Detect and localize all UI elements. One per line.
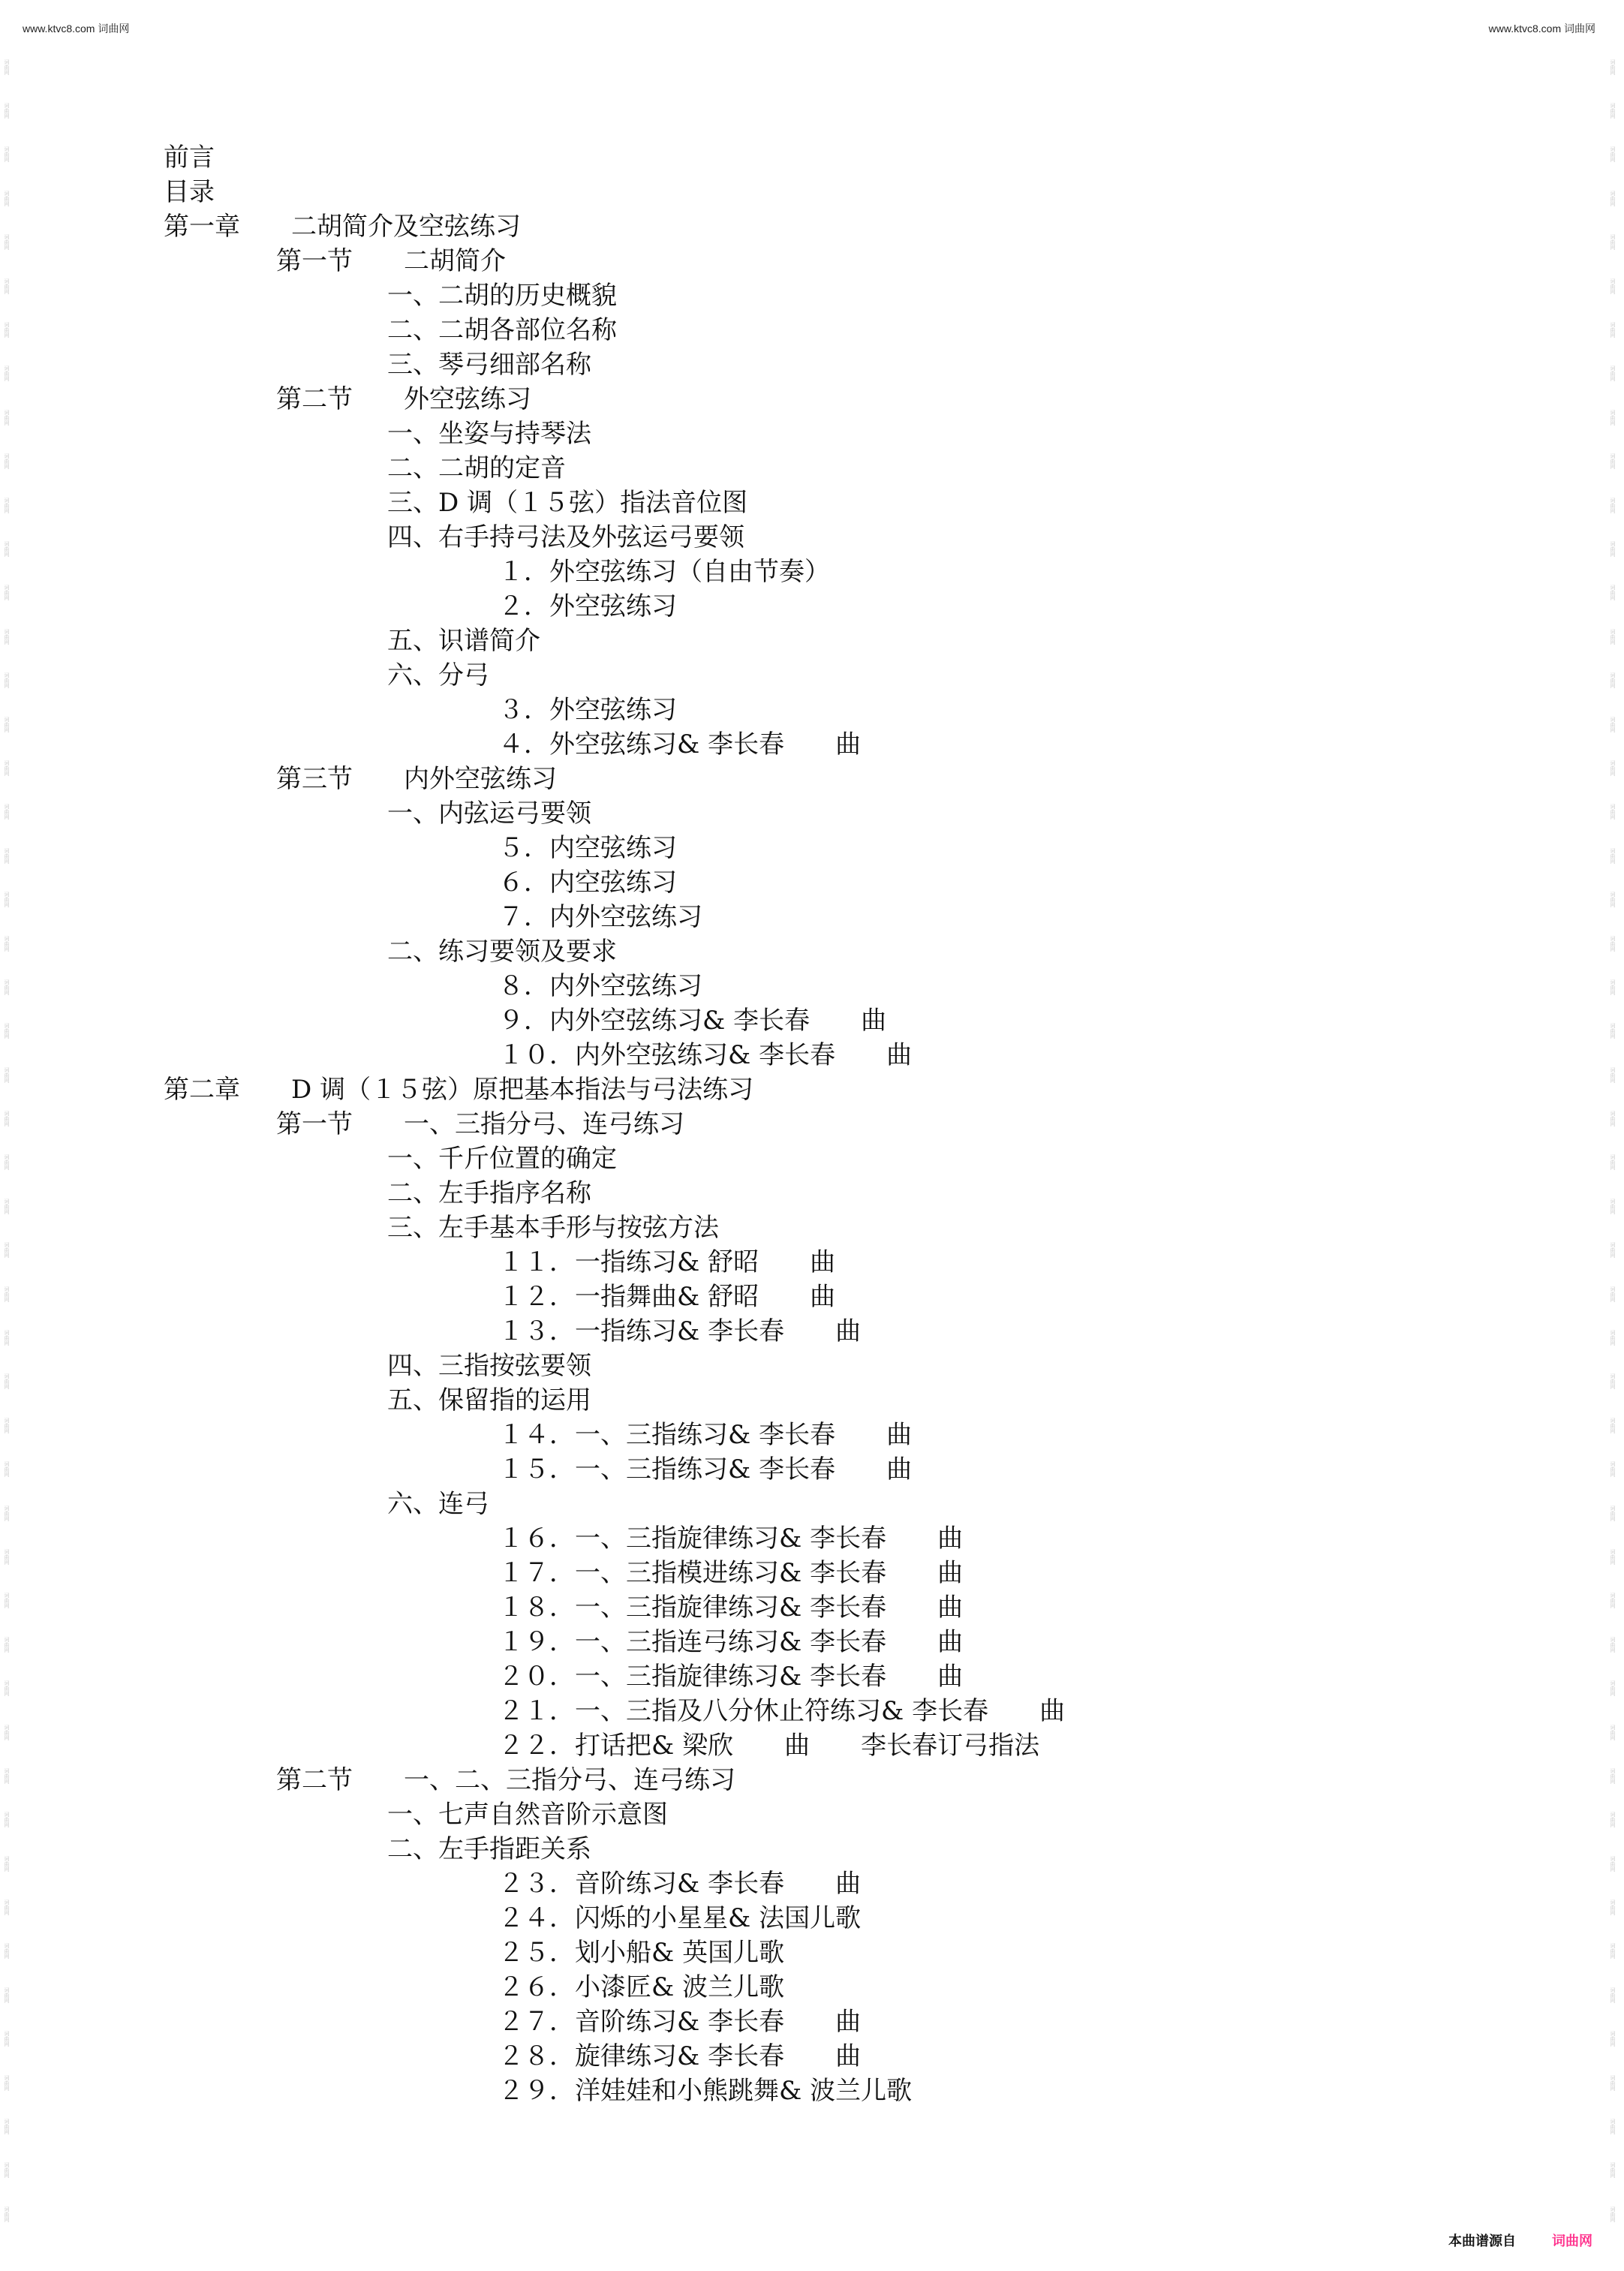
- footer: [1448, 2230, 1592, 2250]
- edge-watermark-text: 词曲网: [1610, 1593, 1616, 1609]
- edge-watermark-text: 词曲网: [4, 716, 10, 732]
- edge-watermark-text: 词曲网: [4, 1154, 10, 1171]
- toc-entry: 一、七声自然音阶示意图: [387, 1800, 668, 1830]
- toc-entry: ５．内空弦练习: [498, 833, 677, 863]
- edge-watermark-text: 词曲网: [1610, 1636, 1616, 1653]
- edge-watermark-text: 词曲网: [1610, 1812, 1616, 1828]
- edge-watermark-text: 词曲网: [4, 1242, 10, 1259]
- toc-entry: 二、练习要领及要求: [387, 937, 617, 967]
- header-left-site: www.ktvc8.com 词曲网: [23, 23, 130, 35]
- edge-watermark-text: 词曲网: [4, 1987, 10, 2003]
- toc-entry: ７．内外空弦练习: [498, 902, 702, 932]
- edge-watermark-text: 词曲网: [1610, 979, 1616, 995]
- edge-watermark-text: 词曲网: [4, 935, 10, 952]
- edge-watermark-text: 词曲网: [1610, 2206, 1616, 2222]
- edge-watermark-text: 词曲网: [1610, 1680, 1616, 1697]
- toc-entry: ２．外空弦练习: [498, 591, 677, 621]
- edge-watermark-text: 词曲网: [4, 1943, 10, 1960]
- edge-watermark-text: 词曲网: [1610, 1242, 1616, 1259]
- edge-watermark-text: 词曲网: [4, 453, 10, 470]
- edge-watermark-text: 词曲网: [1610, 1943, 1616, 1960]
- header-right-site: www.ktvc8.com 词曲网: [1488, 23, 1595, 35]
- toc-entry: 五、识谱简介: [387, 626, 540, 656]
- edge-watermark-text: 词曲网: [1610, 2162, 1616, 2179]
- edge-watermark-text: 词曲网: [4, 760, 10, 776]
- edge-watermark-text: 词曲网: [4, 1724, 10, 1740]
- toc-entry: ２１．一、三指及八分休止符练习& 李长春 曲: [498, 1696, 1066, 1726]
- edge-watermark-text: 词曲网: [1610, 1900, 1616, 1916]
- toc-entry: 一、内弦运弓要领: [387, 799, 591, 829]
- toc-entry: １．外空弦练习（自由节奏）: [498, 557, 830, 587]
- edge-watermark-text: 词曲网: [4, 409, 10, 426]
- edge-watermark-text: 词曲网: [1610, 2074, 1616, 2091]
- edge-watermark-text: 词曲网: [4, 2074, 10, 2091]
- edge-watermark-text: 词曲网: [1610, 540, 1616, 557]
- edge-watermark-text: 词曲网: [1610, 322, 1616, 338]
- toc-entry: ４．外空弦练习& 李长春 曲: [498, 729, 862, 760]
- edge-watermark-text: 词曲网: [4, 2031, 10, 2047]
- toc-entry: 第一章 二胡简介及空弦练习: [164, 212, 521, 242]
- edge-watermark-text: 词曲网: [1610, 1154, 1616, 1171]
- edge-watermark-text: 词曲网: [1610, 892, 1616, 908]
- edge-watermark-text: 词曲网: [4, 1198, 10, 1214]
- edge-watermark-text: 词曲网: [4, 2206, 10, 2222]
- left-edge-watermark: [2, 45, 12, 2236]
- edge-watermark-text: 词曲网: [1610, 1548, 1616, 1565]
- footer-site-name: 词曲网: [1552, 2233, 1592, 2249]
- edge-watermark-text: 词曲网: [1610, 1373, 1616, 1390]
- toc-entry: 三、琴弓细部名称: [387, 350, 591, 380]
- toc-entry: ２５．划小船& 英国儿歌: [498, 1938, 785, 1968]
- toc-entry: 四、三指按弦要领: [387, 1351, 591, 1381]
- edge-watermark-text: 词曲网: [4, 1767, 10, 1784]
- toc-entry: 第二章 D 调（１５弦）原把基本指法与弓法练习: [164, 1075, 754, 1105]
- toc-entry: 第二节 一、二、三指分弓、连弓练习: [276, 1765, 735, 1795]
- toc-entry: 三、左手基本手形与按弦方法: [387, 1213, 719, 1243]
- toc-entry: １５．一、三指练习& 李长春 曲: [498, 1454, 913, 1484]
- right-edge-watermark: [1607, 45, 1618, 2236]
- edge-watermark-text: 词曲网: [4, 1461, 10, 1478]
- edge-watermark-text: 词曲网: [1610, 1987, 1616, 2003]
- toc-entry: ２７．音阶练习& 李长春 曲: [498, 2007, 862, 2037]
- toc-entry: 三、D 调（１５弦）指法音位图: [387, 488, 748, 518]
- edge-watermark-text: 词曲网: [1610, 760, 1616, 776]
- edge-watermark-text: 词曲网: [1610, 1855, 1616, 1872]
- edge-watermark-text: 词曲网: [1610, 1505, 1616, 1521]
- toc-entry: ２６．小漆匠& 波兰儿歌: [498, 1972, 785, 2002]
- edge-watermark-text: 词曲网: [4, 1548, 10, 1565]
- toc-entry: ２２．打话把& 梁欣 曲 李长春订弓指法: [498, 1731, 1040, 1761]
- toc-entry: ２４．闪烁的小星星& 法国儿歌: [498, 1903, 862, 1933]
- edge-watermark-text: 词曲网: [1610, 716, 1616, 732]
- edge-watermark-text: 词曲网: [4, 1023, 10, 1039]
- toc-entry: １１．一指练习& 舒昭 曲: [498, 1247, 836, 1277]
- toc-entry: ６．内空弦练习: [498, 868, 677, 898]
- edge-watermark-text: 词曲网: [4, 804, 10, 820]
- edge-watermark-text: 词曲网: [1610, 234, 1616, 251]
- edge-watermark-text: 词曲网: [4, 1286, 10, 1302]
- toc-entry: １７．一、三指模进练习& 李长春 曲: [498, 1558, 964, 1588]
- toc-entry: １９．一、三指连弓练习& 李长春 曲: [498, 1627, 964, 1657]
- toc-entry: 第三节 内外空弦练习: [276, 764, 557, 794]
- toc-entry: １３．一指练习& 李长春 曲: [498, 1316, 862, 1346]
- toc-entry: 二、二胡的定音: [387, 453, 566, 483]
- edge-watermark-text: 词曲网: [1610, 278, 1616, 294]
- edge-watermark-text: 词曲网: [1610, 497, 1616, 513]
- toc-entry: 第一节 一、三指分弓、连弓练习: [276, 1109, 684, 1139]
- toc-entry: １４．一、三指练习& 李长春 曲: [498, 1420, 913, 1450]
- edge-watermark-text: 词曲网: [1610, 847, 1616, 864]
- toc-entry: ２８．旋律练习& 李长春 曲: [498, 2041, 862, 2071]
- toc-entry: １２．一指舞曲& 舒昭 曲: [498, 1282, 836, 1312]
- edge-watermark-text: 词曲网: [1610, 1066, 1616, 1083]
- edge-watermark-text: 词曲网: [1610, 804, 1616, 820]
- edge-watermark-text: 词曲网: [4, 1111, 10, 1127]
- edge-watermark-text: 词曲网: [1610, 453, 1616, 470]
- edge-watermark-text: 词曲网: [1610, 1767, 1616, 1784]
- toc-entry: 五、保留指的运用: [387, 1385, 591, 1415]
- edge-watermark-text: 词曲网: [4, 1593, 10, 1609]
- edge-watermark-text: 词曲网: [1610, 1330, 1616, 1346]
- toc-entry: 一、千斤位置的确定: [387, 1144, 617, 1174]
- edge-watermark-text: 词曲网: [4, 322, 10, 338]
- edge-watermark-text: 词曲网: [4, 540, 10, 557]
- toc-entry: １８．一、三指旋律练习& 李长春 曲: [498, 1593, 964, 1623]
- edge-watermark-text: 词曲网: [4, 979, 10, 995]
- toc-entry: 六、分弓: [387, 660, 489, 690]
- edge-watermark-text: 词曲网: [1610, 409, 1616, 426]
- edge-watermark-text: 词曲网: [4, 1855, 10, 1872]
- toc-entry: 二、左手指序名称: [387, 1178, 591, 1208]
- toc-entry: 一、坐姿与持琴法: [387, 419, 591, 449]
- edge-watermark-text: 词曲网: [4, 190, 10, 206]
- edge-watermark-text: 词曲网: [4, 672, 10, 689]
- edge-watermark-text: 词曲网: [4, 234, 10, 251]
- footer-source-text: 本曲谱源自: [1448, 2233, 1516, 2249]
- edge-watermark-text: 词曲网: [1610, 1111, 1616, 1127]
- edge-watermark-text: 词曲网: [1610, 2031, 1616, 2047]
- edge-watermark-text: 词曲网: [4, 2119, 10, 2135]
- toc-entry: 二、二胡各部位名称: [387, 315, 617, 345]
- edge-watermark-text: 词曲网: [4, 1680, 10, 1697]
- edge-watermark-text: 词曲网: [1610, 672, 1616, 689]
- edge-watermark-text: 词曲网: [4, 585, 10, 601]
- edge-watermark-text: 词曲网: [4, 628, 10, 645]
- edge-watermark-text: 词曲网: [4, 278, 10, 294]
- edge-watermark-text: 词曲网: [4, 1066, 10, 1083]
- edge-watermark-text: 词曲网: [1610, 935, 1616, 952]
- toc-entry: １６．一、三指旋律练习& 李长春 曲: [498, 1524, 964, 1554]
- edge-watermark-text: 词曲网: [1610, 2119, 1616, 2135]
- edge-watermark-text: 词曲网: [4, 1330, 10, 1346]
- edge-watermark-text: 词曲网: [4, 892, 10, 908]
- toc-entry: 一、二胡的历史概貌: [387, 281, 617, 311]
- edge-watermark-text: 词曲网: [4, 1900, 10, 1916]
- edge-watermark-text: 词曲网: [4, 1505, 10, 1521]
- edge-watermark-text: 词曲网: [4, 2162, 10, 2179]
- edge-watermark-text: 词曲网: [4, 847, 10, 864]
- edge-watermark-text: 词曲网: [4, 1812, 10, 1828]
- toc-entry: 前言: [164, 143, 215, 173]
- edge-watermark-text: 词曲网: [4, 1636, 10, 1653]
- toc-entry: 二、左手指距关系: [387, 1834, 591, 1864]
- edge-watermark-text: 词曲网: [4, 103, 10, 119]
- toc-entry: ２９．洋娃娃和小熊跳舞& 波兰儿歌: [498, 2076, 913, 2106]
- toc-entry: 六、连弓: [387, 1489, 489, 1519]
- edge-watermark-text: 词曲网: [4, 59, 10, 75]
- edge-watermark-text: 词曲网: [1610, 628, 1616, 645]
- edge-watermark-text: 词曲网: [4, 365, 10, 382]
- toc-entry: 四、右手持弓法及外弦运弓要领: [387, 522, 744, 552]
- edge-watermark-text: 词曲网: [1610, 1417, 1616, 1433]
- toc-entry: ２３．音阶练习& 李长春 曲: [498, 1869, 862, 1899]
- edge-watermark-text: 词曲网: [1610, 1461, 1616, 1478]
- edge-watermark-text: 词曲网: [1610, 1724, 1616, 1740]
- toc-entry: ２０．一、三指旋律练习& 李长春 曲: [498, 1662, 964, 1692]
- edge-watermark-text: 词曲网: [1610, 103, 1616, 119]
- edge-watermark-text: 词曲网: [4, 1373, 10, 1390]
- toc-entry: ３．外空弦练习: [498, 695, 677, 725]
- edge-watermark-text: 词曲网: [4, 1417, 10, 1433]
- toc-entry: ８．内外空弦练习: [498, 971, 702, 1001]
- edge-watermark-text: 词曲网: [1610, 1286, 1616, 1302]
- edge-watermark-text: 词曲网: [1610, 1198, 1616, 1214]
- edge-watermark-text: 词曲网: [1610, 59, 1616, 75]
- edge-watermark-text: 词曲网: [4, 497, 10, 513]
- toc-entry: １０．内外空弦练习& 李长春 曲: [498, 1040, 913, 1070]
- edge-watermark-text: 词曲网: [1610, 365, 1616, 382]
- edge-watermark-text: 词曲网: [1610, 190, 1616, 206]
- edge-watermark-text: 词曲网: [1610, 146, 1616, 163]
- toc-entry: 目录: [164, 177, 215, 207]
- toc-entry: 第一节 二胡简介: [276, 246, 506, 276]
- toc-entry: 第二节 外空弦练习: [276, 384, 531, 414]
- toc-entry: ９．内外空弦练习& 李长春 曲: [498, 1006, 887, 1036]
- edge-watermark-text: 词曲网: [4, 146, 10, 163]
- edge-watermark-text: 词曲网: [1610, 1023, 1616, 1039]
- edge-watermark-text: 词曲网: [1610, 585, 1616, 601]
